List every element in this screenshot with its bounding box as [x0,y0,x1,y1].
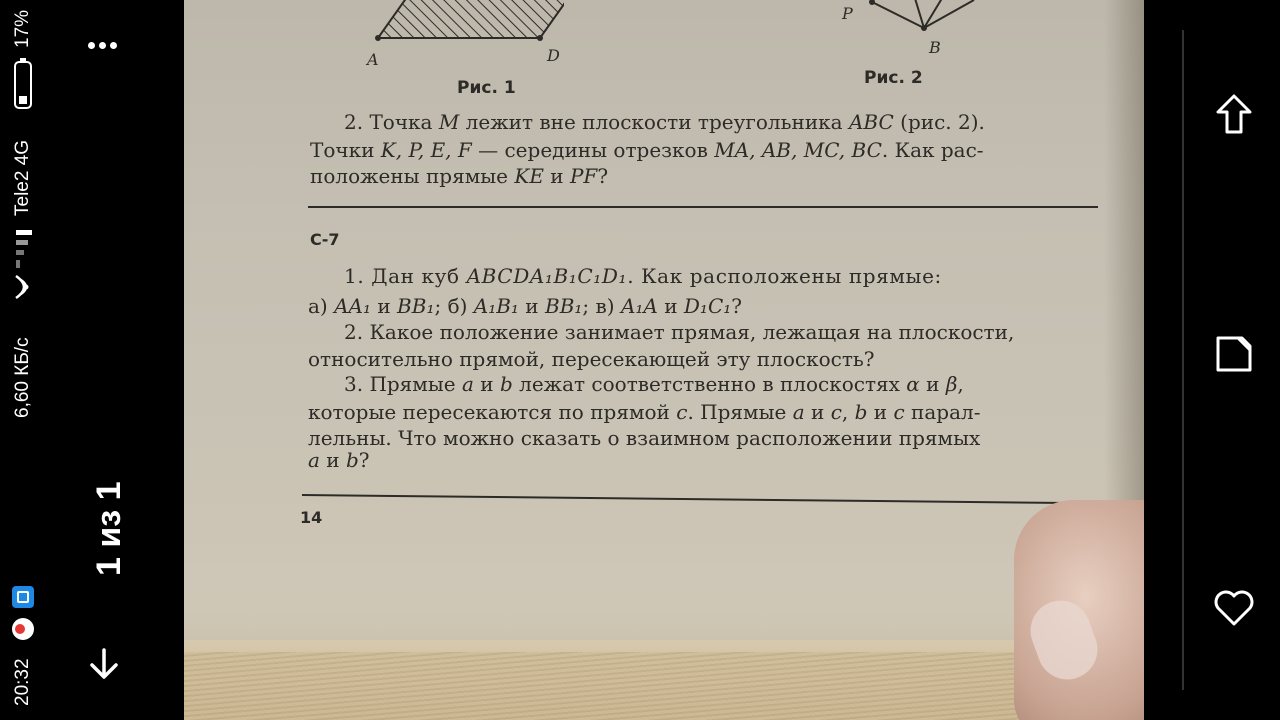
fig1-label-d: D [547,46,560,65]
fig2-label-b: B [929,38,941,57]
fig1-label-a: A [367,50,379,69]
task3-line4: a и b? [308,448,370,472]
divider-bottom [302,494,1094,504]
signal-icon [14,226,36,270]
task3-line2: которые пересекаются по прямой c. Прямые a и c, b и c парал- [308,400,981,424]
more-dots-icon[interactable] [88,36,124,50]
nav-divider [1182,30,1184,690]
page-number: 14 [300,508,323,527]
task3-line3: лельны. Что можно сказать о взаимном расположении прямых [308,426,981,450]
fig2-label-p: P [842,4,853,23]
network-speed: 6,60 КБ/с [12,337,33,418]
photo-viewer[interactable] [184,0,1144,720]
battery-icon [12,58,34,114]
heart-icon[interactable] [1212,586,1256,630]
arrow-down-icon[interactable] [86,646,122,682]
right-nav-panel [1144,0,1280,720]
figure-2 [854,0,994,50]
fig1-caption: Рис. 1 [457,78,516,98]
carrier-label: Tele2 4G [12,139,33,216]
task2-line2: относительно прямой, пересекающей эту плоскость? [308,347,875,371]
share-icon[interactable] [1212,92,1256,136]
cast-icon [12,618,34,640]
prev-task2-line2: Точки K, P, E, F — середины отрезков MA, AB, MC, BC. Как рас- [310,138,984,162]
page-edges-texture [184,652,1144,720]
clock: 20:32 [12,658,33,706]
fig2-caption: Рис. 2 [864,68,923,88]
battery-percent: 17% [12,9,33,48]
task2-line1: 2. Какое положение занимает прямая, лежащая на плоскости, [344,320,1015,344]
task1-line1: 1. Дан куб ABCDA₁B₁C₁D₁. Как расположены прямые: [344,264,942,288]
app-notification-icon [12,586,34,608]
rotated-status-bar [0,0,44,720]
left-status-panel [0,0,184,720]
divider-top [308,206,1098,208]
section-title: С-7 [310,230,340,249]
task3-line1: 3. Прямые a и b лежат соответственно в плоскостях α и β, [344,372,964,396]
page-counter: 1 из 1 [90,481,128,576]
prev-task2-line1: 2. Точка M лежит вне плоскости треугольника ABC (рис. 2). [344,110,985,134]
edit-icon[interactable] [1212,332,1256,376]
wifi-icon [12,272,36,302]
task1-line2: а) AA₁ и BB₁; б) A₁B₁ и BB₁; в) A₁A и D₁C₁? [308,294,742,318]
prev-task2-line3: положены прямые KE и PF? [310,164,609,188]
figure-1 [364,0,564,70]
